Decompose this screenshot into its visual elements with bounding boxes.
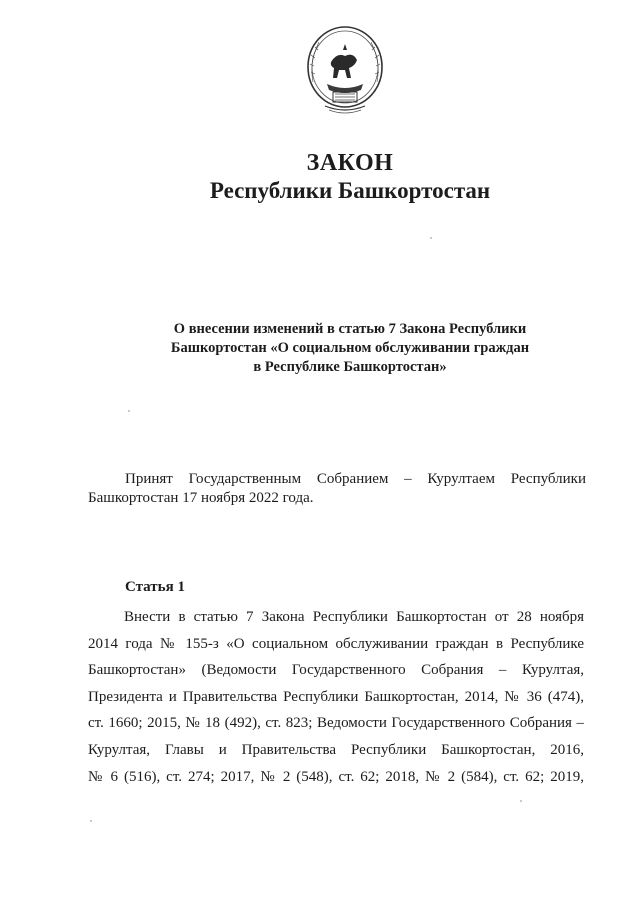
scan-speck <box>128 410 130 412</box>
article-heading: Статья 1 <box>125 579 185 595</box>
article-body <box>88 604 584 790</box>
scan-speck <box>520 800 522 802</box>
scan-speck <box>430 237 432 239</box>
article-line: 2014 года № 155-з «О социальном обслуживании граждан в Республике <box>88 635 584 652</box>
article-line: ст. 1660; 2015, № 18 (492), ст. 823; Ведомости Государственного Собрания – <box>88 715 584 732</box>
article-line: Внести в статью 7 Закона Республики Башкортостан от 28 ноября <box>124 609 584 625</box>
bashkortostan-coat-of-arms-icon <box>303 22 387 126</box>
article-line: Курултая, Главы и Правительства Республики Башкортостан, 2016, <box>88 741 584 758</box>
article-line: Президента и Правительства Республики Башкортостан, 2014, № 36 (474), <box>88 688 584 705</box>
document-title: ЗАКОН <box>306 150 394 176</box>
document-subtitle: Республики Башкортостан <box>209 178 491 203</box>
subject-line: Башкортостан «О социальном обслуживании граждан <box>170 340 530 356</box>
article-line: Башкортостан» (Ведомости Государственного Собрания – Курултая, <box>88 662 584 679</box>
law-subject <box>140 320 560 377</box>
subject-line: О внесении изменений в статью 7 Закона Республики <box>173 321 527 337</box>
adoption-statement <box>88 470 586 508</box>
adoption-text: Принят Государственным Собранием – Курултаем Республики Башкортостан 17 ноября 2022 года. <box>88 471 586 506</box>
scan-speck <box>90 820 92 822</box>
article-line: № 6 (516), ст. 274; 2017, № 2 (548), ст. 62; 2018, № 2 (584), ст. 62; 2019, <box>88 768 584 785</box>
subject-line: в Республике Башкортостан» <box>253 359 447 375</box>
